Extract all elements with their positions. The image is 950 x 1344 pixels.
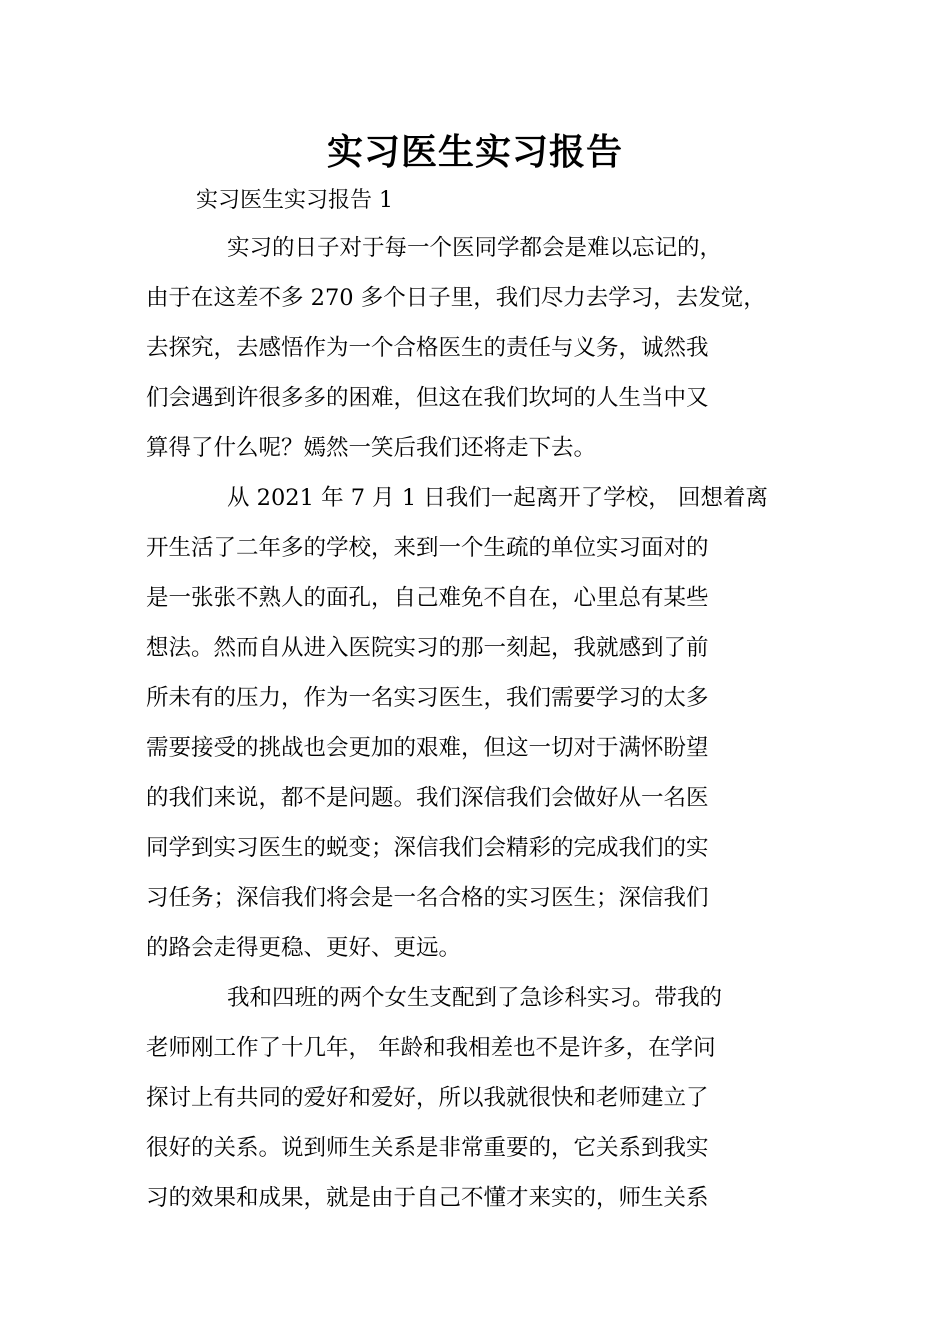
paragraph-2 <box>146 473 826 973</box>
paragraph-line: 实习的日子对于每一个医同学都会是难以忘记的， <box>227 235 723 261</box>
paragraph-line: 需要接受的挑战也会更加的艰难，但这一切对于满怀盼望 <box>146 735 709 761</box>
paragraph-3 <box>146 973 826 1223</box>
paragraph-line: 我和四班的两个女生支配到了急诊科实习。带我的 <box>227 985 723 1011</box>
paragraph-line: 习的效果和成果，就是由于自己不懂才来实的，师生关系 <box>146 1185 709 1211</box>
paragraph-line: 的路会走得更稳、更好、更远。 <box>146 935 462 961</box>
paragraph-line: 很好的关系。说到师生关系是非常重要的，它关系到我实 <box>146 1135 709 1161</box>
document-subtitle: 实习医生实习报告 1 <box>196 188 393 213</box>
paragraph-line: 们会遇到许很多多的困难，但这在我们坎坷的人生当中又 <box>146 385 709 411</box>
paragraph-line: 想法。然而自从进入医院实习的那一刻起，我就感到了前 <box>146 635 709 661</box>
paragraph-line: 算得了什么呢？嫣然一笑后我们还将走下去。 <box>146 435 597 461</box>
paragraph-line: 探讨上有共同的爱好和爱好，所以我就很快和老师建立了 <box>146 1085 709 1111</box>
document-title: 实习医生实习报告 <box>326 131 623 173</box>
paragraph-line: 同学到实习医生的蜕变；深信我们会精彩的完成我们的实 <box>146 835 709 861</box>
paragraph-line: 老师刚工作了十几年， 年龄和我相差也不是许多，在学问 <box>146 1035 716 1061</box>
paragraph-line: 去探究，去感悟作为一个合格医生的责任与义务，诚然我 <box>146 335 709 361</box>
paragraph-line: 所未有的压力，作为一名实习医生，我们需要学习的太多 <box>146 685 709 711</box>
paragraph-line: 由于在这差不多 270 多个日子里，我们尽力去学习，去发觉， <box>146 285 766 311</box>
paragraph-line: 的我们来说，都不是问题。我们深信我们会做好从一名医 <box>146 785 709 811</box>
paragraph-line: 开生活了二年多的学校，来到一个生疏的单位实习面对的 <box>146 535 709 561</box>
paragraph-line: 从 2021 年 7 月 1 日我们一起离开了学校， 回想着离 <box>227 485 768 511</box>
paragraph-line: 是一张张不熟人的面孔，自己难免不自在，心里总有某些 <box>146 585 709 611</box>
paragraph-line: 习任务；深信我们将会是一名合格的实习医生；深信我们 <box>146 885 709 911</box>
paragraph-1 <box>146 223 826 473</box>
